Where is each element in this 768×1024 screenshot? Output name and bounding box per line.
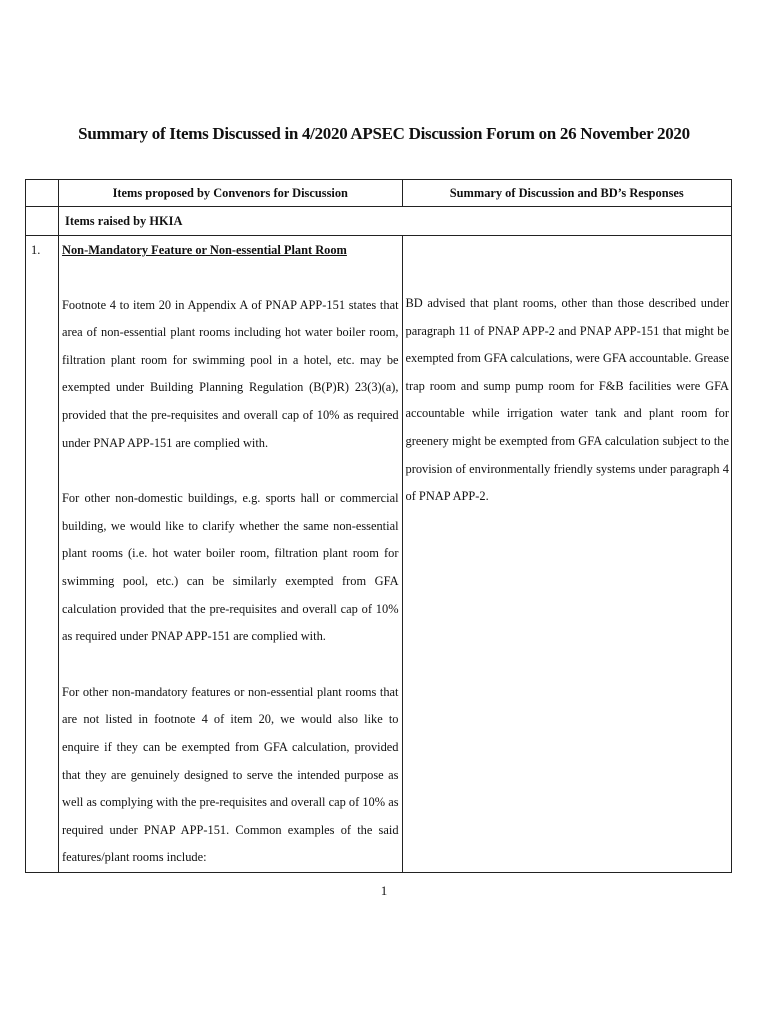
page-number: 1	[380, 883, 388, 898]
item-number: 1.	[26, 236, 59, 873]
item-description-cell	[59, 236, 402, 873]
response-cell	[402, 236, 731, 873]
table-row	[26, 236, 732, 873]
section-label: Items raised by HKIA	[59, 207, 732, 236]
discussion-table	[25, 179, 732, 873]
response-paragraph: BD advised that plant rooms, other than those described under paragraph 11 of PNAP APP-2 and PNAP APP-151 that might be exempted from GFA calculations, were GFA accountable. Grease trap room and sump pump room for F&B facilities were GFA accountable while irrigation water tank and plant room for greenery might be exempted from GFA calculation subject to the provision of environmentally friendly systems under paragraph 4 of PNAP APP-2.	[405, 296, 729, 504]
header-items: Items proposed by Convenors for Discussion	[59, 180, 402, 207]
item-heading: Non-Mandatory Feature or Non-essential Plant Room	[62, 243, 347, 257]
header-number-cell	[26, 180, 59, 207]
item-paragraph: For other non-domestic buildings, e.g. sports hall or commercial building, we would like to clarify whether the same non-essential plant rooms (i.e. hot water boiler room, filtration plant room for swimming pool, etc.) can be similarly exempted from GFA calculation provided that the pre-requisites and overall cap of 10% as required under PNAP APP-151 are complied with.	[62, 491, 399, 644]
section-row	[26, 207, 732, 236]
page-title: Summary of Items Discussed in 4/2020 APSEC Discussion Forum on 26 November 2020	[78, 124, 690, 143]
item-paragraph: Footnote 4 to item 20 in Appendix A of PNAP APP-151 states that area of non-essential plant rooms including hot water boiler room, filtration plant room for swimming pool in a hotel, etc. may be exempted under Building Planning Regulation (B(P)R) 23(3)(a), provided that the pre-requisites and overall cap of 10% as required under PNAP APP-151 are complied with.	[62, 297, 399, 450]
item-paragraph: For other non-mandatory features or non-essential plant rooms that are not listed in footnote 4 of item 20, we would also like to enquire if they can be exempted from GFA calculation, provided that they are genuinely designed to serve the intended purpose as well as complying with the pre-requisites and overall cap of 10% as required under PNAP APP-151. Common examples of the said features/plant rooms include:	[62, 684, 399, 865]
header-responses: Summary of Discussion and BD’s Responses	[402, 180, 731, 207]
section-number-cell	[26, 207, 59, 236]
table-header-row	[26, 180, 732, 207]
